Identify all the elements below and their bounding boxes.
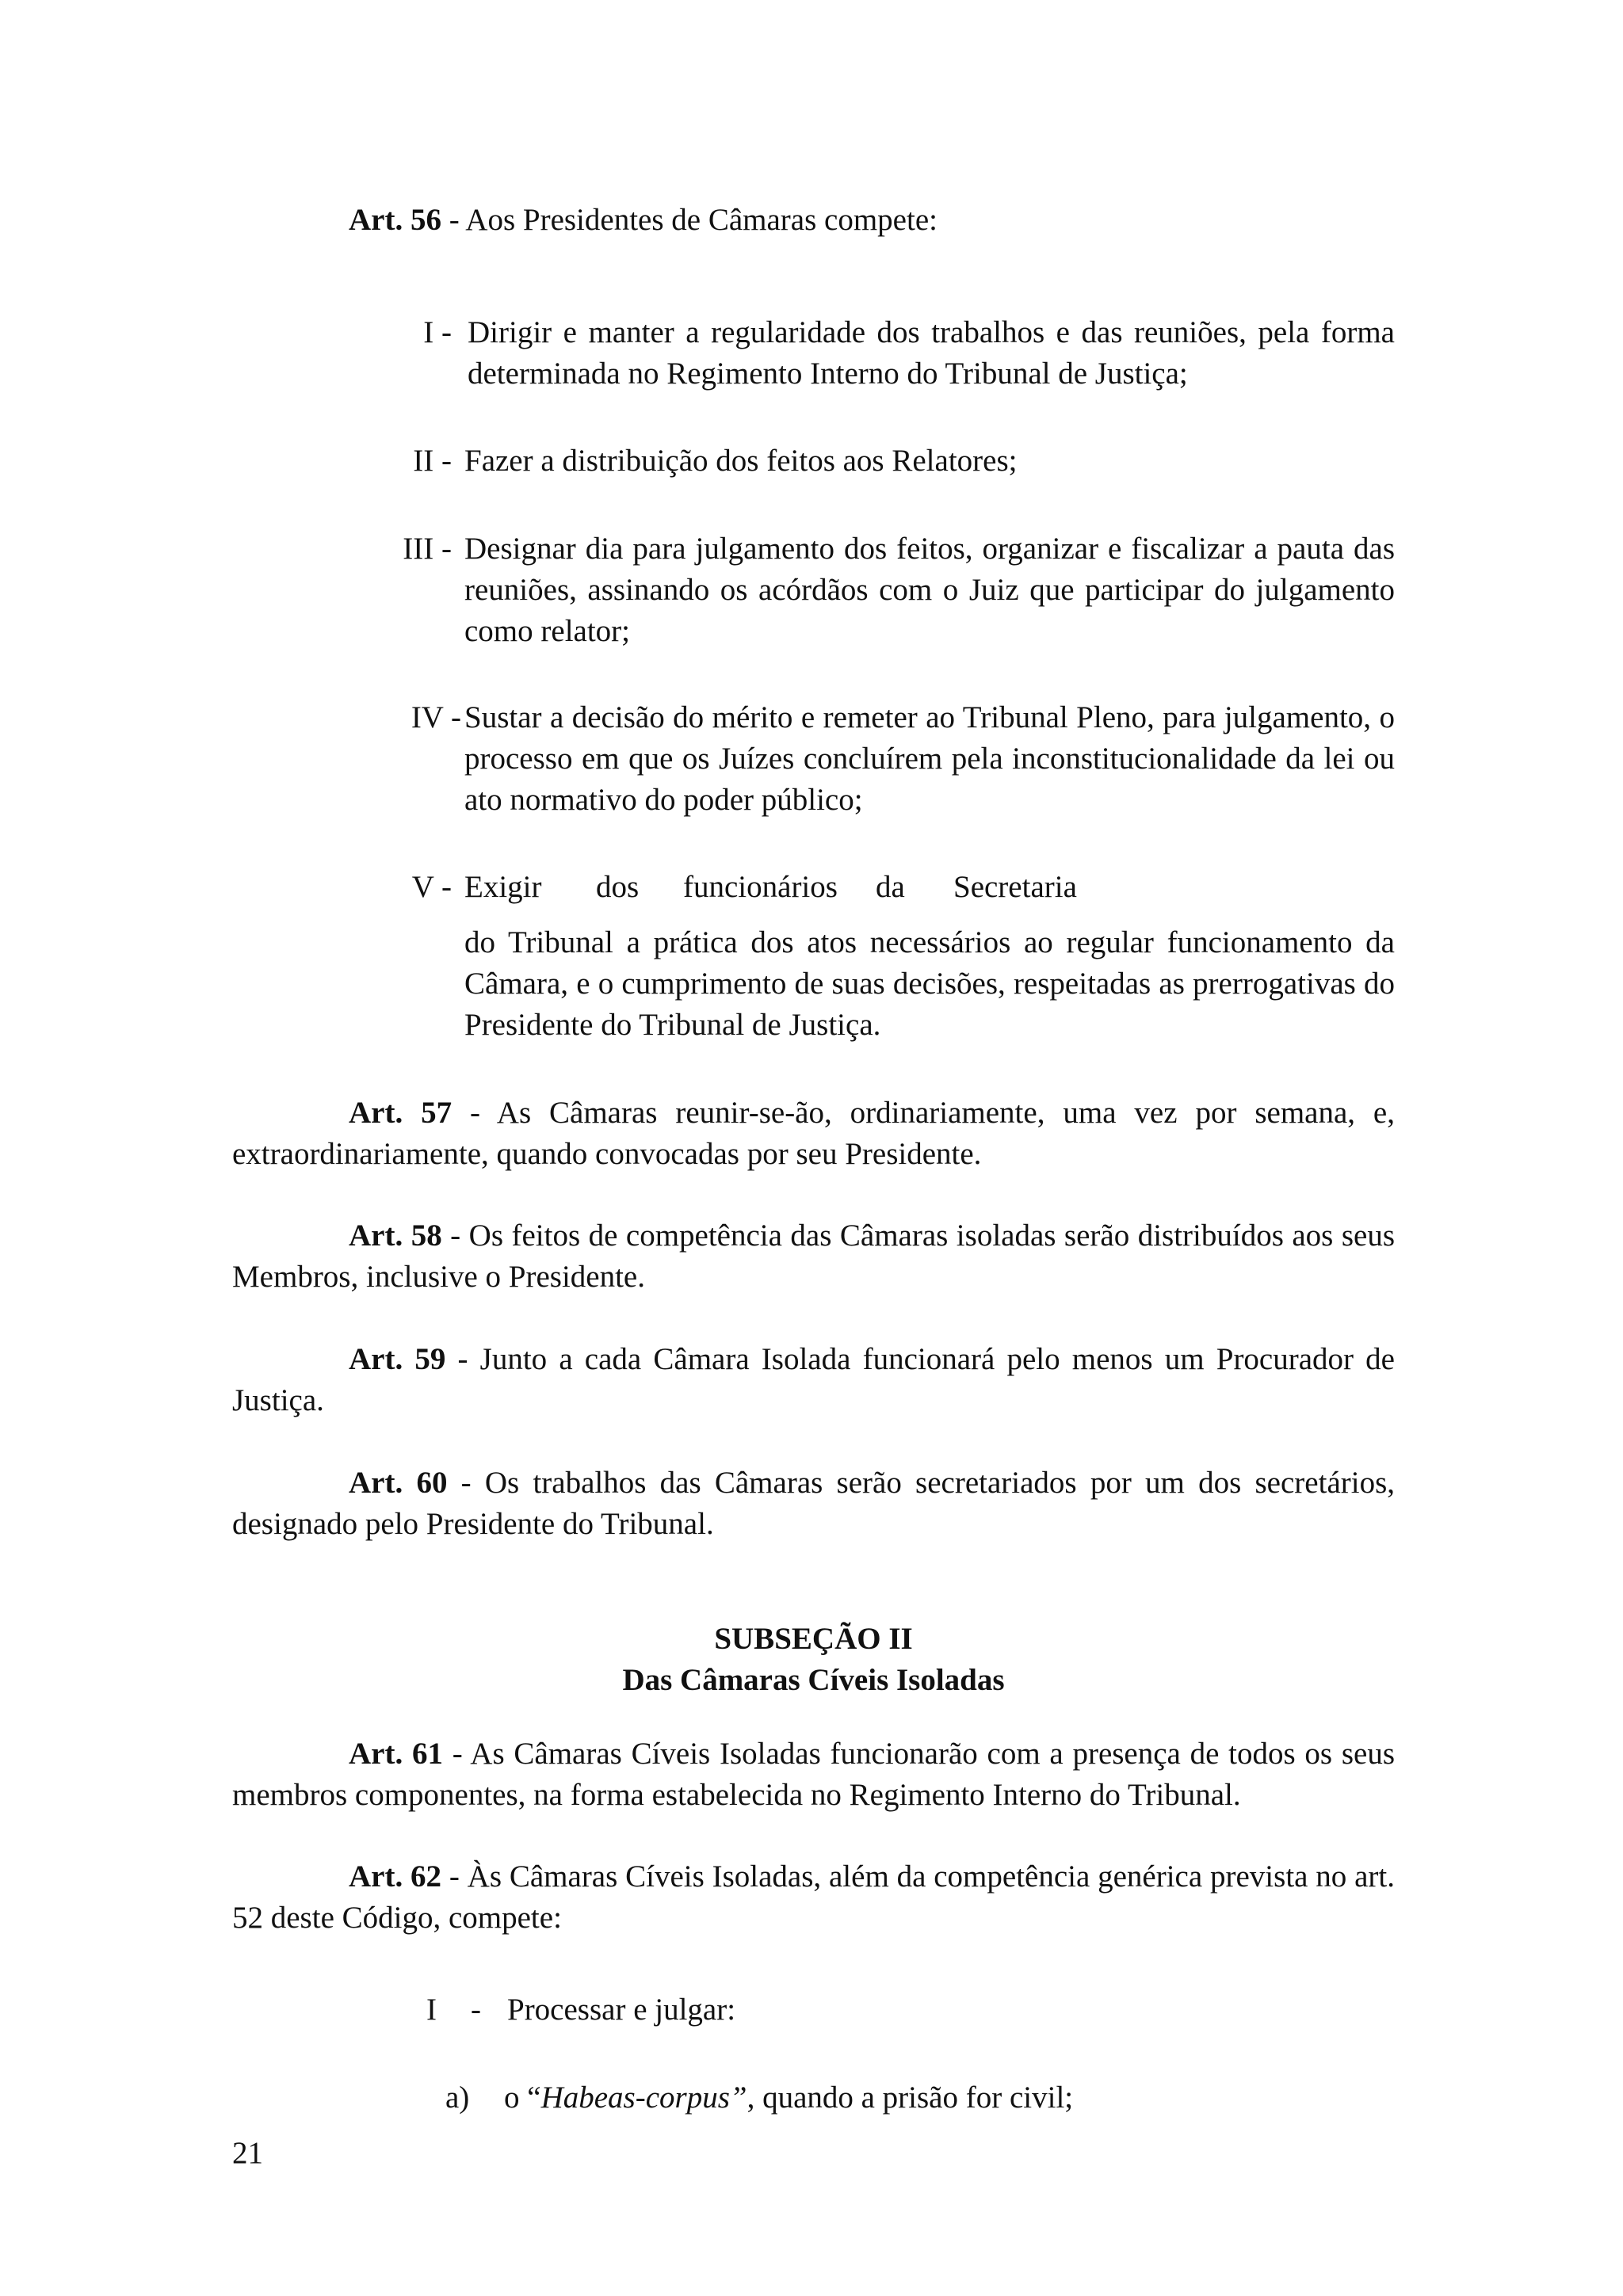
article-text: - As Câmaras reunir-se-ão, ordinariamente, uma vez por semana, e, extraordinariamente, quando convocadas por seu Presidente. — [232, 1096, 1395, 1171]
item-dash: - — [471, 1993, 481, 2027]
subsection-subtitle: Das Câmaras Cíveis Isoladas — [622, 1663, 1005, 1697]
item-text: Dirigir e manter a regularidade dos trabalhos e das reuniões, pela forma determinada no Regimento Interno do Tribunal de Justiça; — [468, 315, 1395, 391]
article-text: - Os feitos de competência das Câmaras isoladas serão distribuídos aos seus Membros, inclusive o Presidente. — [232, 1219, 1395, 1294]
article-label: Art. 58 — [349, 1219, 442, 1253]
item-word: da — [876, 870, 905, 904]
item-number: I - — [423, 315, 452, 349]
art-60 — [232, 1463, 1395, 1545]
art-57 — [232, 1093, 1395, 1175]
item-text-italic: Habeas-corpus” — [540, 2081, 747, 2115]
article-label: Art. 59 — [349, 1342, 446, 1376]
item-text: do Tribunal a prática dos atos necessários ao regular funcionamento da Câmara, e o cumprimento de suas decisões, respeitadas as prerrogativas do Presidente do Tribunal de Justiça. — [464, 925, 1395, 1042]
art-58 — [232, 1215, 1395, 1298]
item-number: IV - — [411, 700, 461, 734]
item-number: II - — [413, 444, 452, 478]
item-number: I — [426, 1993, 437, 2027]
item-number: III - — [403, 532, 452, 566]
art-61 — [232, 1733, 1395, 1816]
article-label: Art. 62 — [349, 1859, 442, 1894]
article-label: Art. 56 — [349, 203, 441, 237]
item-text: Fazer a distribuição dos feitos aos Relatores; — [464, 444, 1018, 478]
item-word: dos — [596, 870, 640, 904]
article-label: Art. 60 — [349, 1466, 448, 1500]
item-text: Sustar a decisão do mérito e remeter ao Tribunal Pleno, para julgamento, o processo em que os Juízes concluírem pela inconstitucionalidade da lei ou ato normativo do poder público; — [464, 700, 1395, 817]
article-text: - As Câmaras Cíveis Isoladas funcionarão com a presença de todos os seus membros componentes, na forma estabelecida no Regimento Interno do Tribunal. — [232, 1737, 1395, 1812]
article-label: Art. 61 — [349, 1737, 443, 1771]
item-word: funcionários — [683, 870, 838, 904]
page-number: 21 — [232, 2136, 263, 2170]
article-label: Art. 57 — [349, 1096, 453, 1130]
art-56-heading — [232, 200, 1395, 241]
article-text: - Aos Presidentes de Câmaras compete: — [441, 203, 938, 237]
item-text-pre: o “ — [504, 2081, 541, 2115]
art-59 — [232, 1339, 1395, 1421]
item-text-post: , quando a prisão for civil; — [747, 2081, 1074, 2115]
item-number: V - — [411, 870, 452, 904]
art-62 — [232, 1856, 1395, 1939]
item-text: Designar dia para julgamento dos feitos, organizar e fiscalizar a pauta das reuniões, assinando os acórdãos com o Juiz que participar do julgamento como relator; — [464, 532, 1395, 648]
article-text: - Às Câmaras Cíveis Isoladas, além da competência genérica prevista no art. 52 deste Código, compete: — [232, 1859, 1395, 1935]
item-letter: a) — [445, 2081, 470, 2115]
item-text: Processar e julgar: — [507, 1993, 736, 2027]
article-text: - Junto a cada Câmara Isolada funcionará pelo menos um Procurador de Justiça. — [232, 1342, 1395, 1417]
subsection-title: SUBSEÇÃO II — [714, 1622, 913, 1656]
article-text: - Os trabalhos das Câmaras serão secretariados por um dos secretários, designado pelo Presidente do Tribunal. — [232, 1466, 1395, 1541]
item-word: Secretaria — [953, 870, 1077, 904]
item-word: Exigir — [464, 870, 542, 904]
item-text — [504, 2077, 1073, 2119]
